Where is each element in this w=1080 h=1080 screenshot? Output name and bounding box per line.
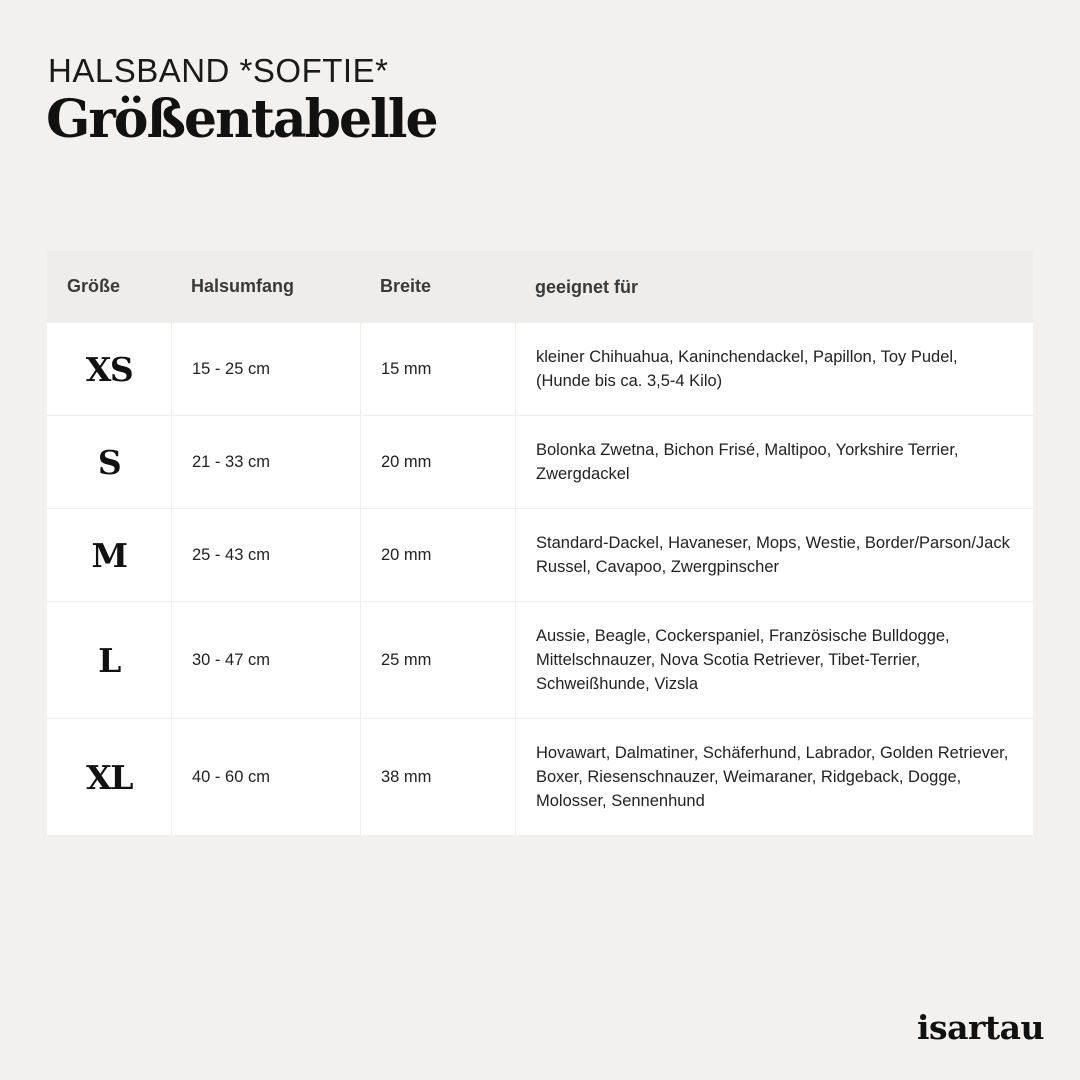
brand-logo: isartau bbox=[916, 1008, 1044, 1047]
suitable-cell: Standard-Dackel, Havaneser, Mops, Westie, Border/Parson/Jack Russel, Cavapoo, Zwergpinscher bbox=[515, 509, 1033, 601]
suitable-cell: Hovawart, Dalmatiner, Schäferhund, Labrador, Golden Retriever, Boxer, Riesenschnauzer, Weimaraner, Ridgeback, Dogge, Molosser, Sennenhund bbox=[515, 719, 1033, 835]
width-cell: 20 mm bbox=[360, 509, 515, 601]
table-row bbox=[47, 322, 1033, 415]
suitable-cell: Aussie, Beagle, Cockerspaniel, Französische Bulldogge, Mittelschnauzer, Nova Scotia Retriever, Tibet-Terrier, Schweißhunde, Vizsla bbox=[515, 602, 1033, 718]
product-subtitle: HALSBAND *SOFTIE* bbox=[48, 52, 389, 89]
size-cell: S bbox=[97, 442, 121, 482]
table-header-row bbox=[47, 251, 1033, 322]
width-cell: 15 mm bbox=[360, 323, 515, 415]
column-header-neck: Halsumfang bbox=[191, 276, 295, 296]
neck-cell: 15 - 25 cm bbox=[171, 323, 360, 415]
neck-cell: 25 - 43 cm bbox=[171, 509, 360, 601]
width-cell: 38 mm bbox=[360, 719, 515, 835]
table-row bbox=[47, 718, 1033, 835]
size-cell: XL bbox=[86, 757, 132, 797]
width-cell: 25 mm bbox=[360, 602, 515, 718]
size-cell: XS bbox=[85, 349, 133, 389]
page-title: Größentabelle bbox=[46, 89, 437, 150]
neck-cell: 40 - 60 cm bbox=[171, 719, 360, 835]
table-row bbox=[47, 508, 1033, 601]
size-cell: M bbox=[91, 535, 127, 575]
column-header-width: Breite bbox=[380, 276, 432, 296]
neck-cell: 30 - 47 cm bbox=[171, 602, 360, 718]
table-row bbox=[47, 415, 1033, 508]
neck-cell: 21 - 33 cm bbox=[171, 416, 360, 508]
column-header-suitable: geeignet für bbox=[535, 276, 639, 297]
suitable-cell: Bolonka Zwetna, Bichon Frisé, Maltipoo, Yorkshire Terrier, Zwergdackel bbox=[515, 416, 1033, 508]
suitable-cell: kleiner Chihuahua, Kaninchendackel, Papillon, Toy Pudel, (Hunde bis ca. 3,5-4 Kilo) bbox=[515, 323, 1033, 415]
size-table bbox=[47, 251, 1033, 835]
size-cell: L bbox=[98, 640, 120, 680]
table-row bbox=[47, 601, 1033, 718]
width-cell: 20 mm bbox=[360, 416, 515, 508]
column-header-size: Größe bbox=[67, 276, 121, 296]
